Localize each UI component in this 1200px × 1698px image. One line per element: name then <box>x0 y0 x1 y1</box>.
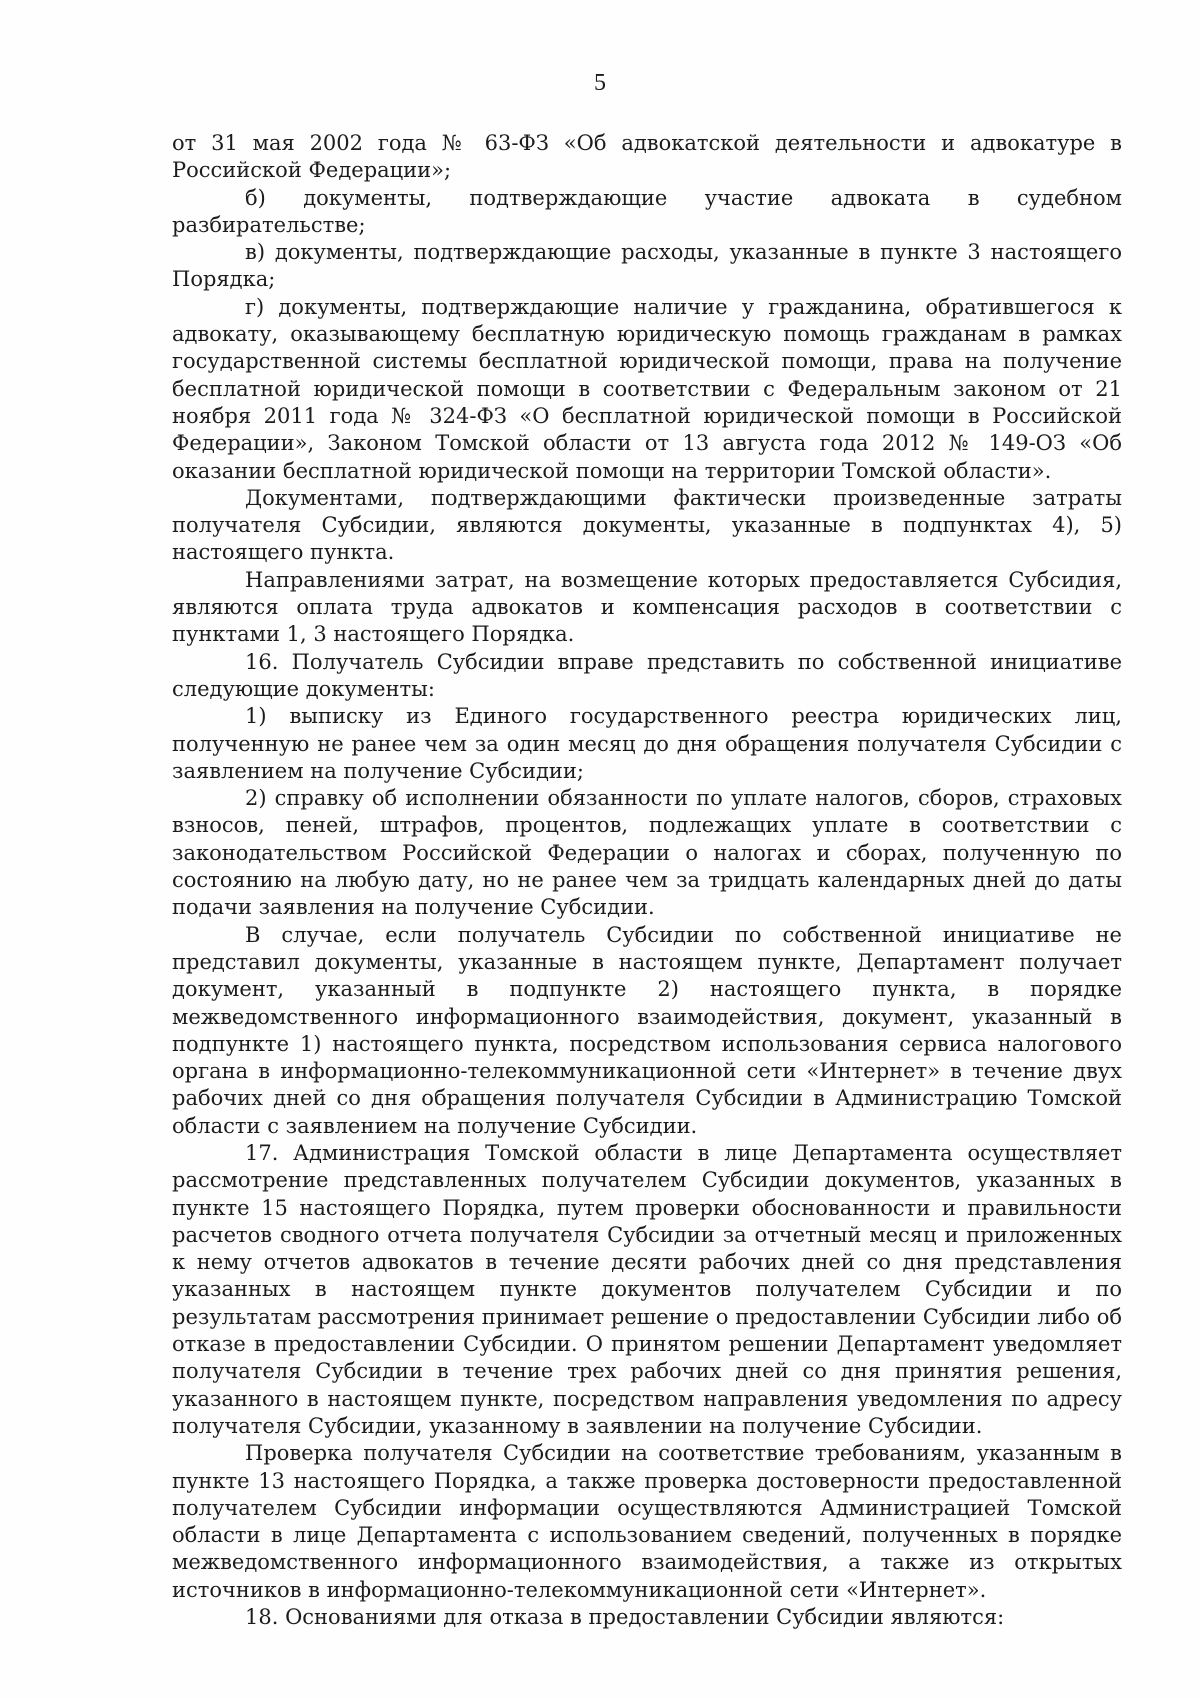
paragraph-16-item-2: 2) справку об исполнении обязанности по уплате налогов, сборов, страховых взносов, пеней, штрафов, процентов, подлежащих уплате в соответствии с законодательством Российской Федерации о налогах и сборах, полученную по состоянию на любую дату, но не ранее чем за тридцать календарных дней до даты подачи заявления на получение Субсидии. <box>172 786 1122 920</box>
paragraph-17-check: Проверка получателя Субсидии на соответствие требованиям, указанным в пункте 13 настоящего Порядка, а также проверка достоверности предоставленной получателем Субсидии информации осуществляются Администрацией Томской области в лице Департамента с использованием сведений, полученных в порядке межведомственного информационного взаимодействия, а также из открытых источников в информационно-телекоммуникационной сети «Интернет». <box>172 1441 1122 1602</box>
document-body <box>172 130 1122 1631</box>
paragraph-cost-directions: Направлениями затрат, на возмещение которых предоставляется Субсидия, являются оплата труда адвокатов и компенсация расходов в соответствии с пунктами 1, 3 настоящего Порядка. <box>172 567 1122 647</box>
paragraph-18: 18. Основаниями для отказа в предоставлении Субсидии являются: <box>245 1605 1005 1630</box>
paragraph-16-item-1: 1) выписку из Единого государственного реестра юридических лиц, полученную не ранее чем за один месяц до дня обращения получателя Субсидии с заявлением на получение Субсидии; <box>172 704 1122 783</box>
paragraph-item-v: в) документы, подтверждающие расходы, указанные в пункте 3 настоящего Порядка; <box>172 240 1122 292</box>
paragraph-item-g: г) документы, подтверждающие наличие у гражданина, обратившегося к адвокату, оказывающему бесплатную юридическую помощь гражданам в рамках государственной системы бесплатной юридической помощи, права на получение бесплатной юридической помощи в соответствии с Федеральным законом от 21 ноября 2011 года № 324-ФЗ «О бесплатной юридической помощи в Российской Федерации», Законом Томской области от 13 августа года 2012 № 149-ОЗ «Об оказании бесплатной юридической помощи на территории Томской области». <box>172 294 1122 483</box>
page-number: 5 <box>594 70 606 96</box>
paragraph-continuation: от 31 мая 2002 года № 63-ФЗ «Об адвокатской деятельности и адвокатуре в Российской Федерации»; <box>172 131 1122 183</box>
paragraph-cost-documents: Документами, подтверждающими фактически произведенные затраты получателя Субсидии, являются документы, указанные в подпунктах 4), 5) настоящего пункта. <box>172 485 1122 565</box>
paragraph-item-b: б) документы, подтверждающие участие адвоката в судебном разбирательстве; <box>172 185 1122 237</box>
paragraph-17: 17. Администрация Томской области в лице Департамента осуществляет рассмотрение представленных получателем Субсидии документов, указанных в пункте 15 настоящего Порядка, путем проверки обоснованности и правильности расчетов сводного отчета получателя Субсидии за отчетный месяц и приложенных к нему отчетов адвокатов в течение десяти рабочих дней со дня представления указанных в настоящем пункте документов получателем Субсидии и по результатам рассмотрения принимает решение о предоставлении Субсидии либо об отказе в предоставлении Субсидии. О принятом решении Департамент уведомляет получателя Субсидии в течение трех рабочих дней со дня принятия решения, указанного в настоящем пункте, посредством направления уведомления по адресу получателя Субсидии, указанному в заявлении на получение Субсидии. <box>172 1140 1122 1438</box>
paragraph-16-case: В случае, если получатель Субсидии по собственной инициативе не представил документы, указанные в настоящем пункте, Департамент получает документ, указанный в подпункте 2) настоящего пункта, в порядке межведомственного информационного взаимодействия, документ, указанный в подпункте 1) настоящего пункта, посредством использования сервиса налогового органа в информационно-телекоммуникационной сети «Интернет» в течение двух рабочих дней со дня обращения получателя Субсидии в Администрацию Томской области с заявлением на получение Субсидии. <box>172 922 1122 1138</box>
paragraph-16: 16. Получатель Субсидии вправе представить по собственной инициативе следующие документы: <box>172 649 1122 701</box>
